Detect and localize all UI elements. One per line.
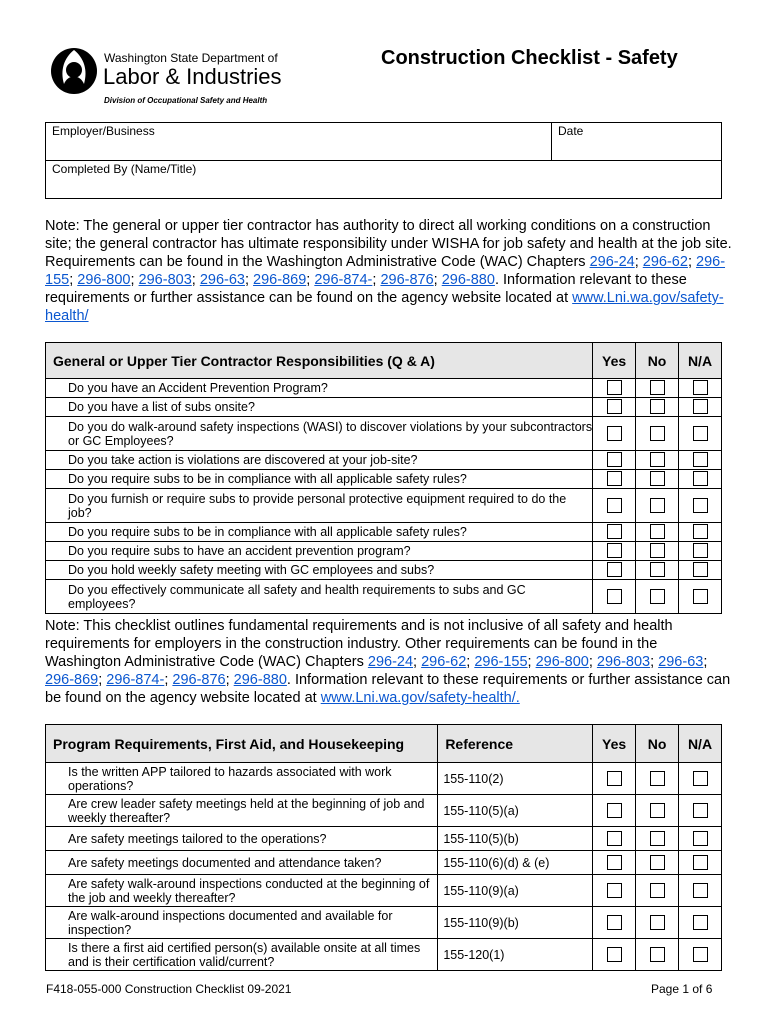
no-checkbox[interactable]: [650, 771, 665, 786]
yes-cell: [593, 795, 636, 827]
table-row: [46, 580, 722, 614]
yes-checkbox[interactable]: [607, 831, 622, 846]
no-checkbox[interactable]: [650, 426, 665, 441]
wac-chapter-link[interactable]: 296-803: [596, 654, 651, 670]
note-2-text: Note: This checklist outlines fundamental requirements and is not inclusive of all safety and health requirements for employers in the construction industry. Other requirements can be found in the Washington Administrative Code (WAC) Chapters: [45, 618, 673, 670]
wac-chapter-link[interactable]: 296-63: [658, 654, 704, 670]
na-column-header: N/A: [679, 725, 722, 763]
question-text: Are walk-around inspections documented and available for inspection?: [46, 907, 438, 939]
no-cell: [636, 827, 679, 851]
yes-column-header: Yes: [593, 343, 636, 379]
no-column-header: No: [636, 343, 679, 379]
question-text: Do you have an Accident Prevention Program?: [46, 379, 593, 398]
no-cell: [636, 470, 679, 489]
no-cell: [636, 489, 679, 523]
question-text: Is the written APP tailored to hazards associated with work operations?: [46, 763, 438, 795]
na-cell: [679, 379, 722, 398]
yes-checkbox[interactable]: [607, 771, 622, 786]
question-text: Do you require subs to have an accident prevention program?: [46, 542, 593, 561]
no-cell: [636, 379, 679, 398]
na-cell: [679, 795, 722, 827]
date-field[interactable]: [552, 123, 722, 161]
table-row: [46, 939, 722, 971]
na-cell: [679, 398, 722, 417]
employer-label: Employer/Business: [52, 124, 155, 138]
note-2-wac-links: 296-24; 296-62; 296-155; 296-800; 296-803; 296-63; 296-869; 296-874-; 296-876; 296-880: [45, 654, 708, 688]
wac-chapter-link[interactable]: 296-880: [441, 272, 495, 288]
table-row: [46, 398, 722, 417]
yes-checkbox[interactable]: [607, 471, 622, 486]
question-text: Are safety meetings tailored to the operations?: [46, 827, 438, 851]
wac-chapter-link[interactable]: 296-874-: [106, 672, 165, 688]
yes-cell: [593, 523, 636, 542]
completed-by-field[interactable]: [46, 161, 722, 199]
no-checkbox[interactable]: [650, 562, 665, 577]
na-checkbox[interactable]: [693, 399, 708, 414]
no-checkbox[interactable]: [650, 380, 665, 395]
note-1: [45, 217, 735, 325]
no-checkbox[interactable]: [650, 471, 665, 486]
yes-cell: [593, 470, 636, 489]
note-1-text: Note: The general or upper tier contractor has authority to direct all working conditions on a construction site; the general contractor has ultimate responsibility under WISHA for job safety and health at the job site. Requirements can be found in the Washington Administrative Code (WAC) Chapters: [45, 218, 732, 270]
yes-cell: [593, 542, 636, 561]
table-row: [46, 470, 722, 489]
na-checkbox[interactable]: [693, 803, 708, 818]
wac-chapter-link[interactable]: 296-869: [253, 272, 307, 288]
na-checkbox[interactable]: [693, 771, 708, 786]
wac-chapter-link[interactable]: 296-876: [380, 272, 434, 288]
no-checkbox[interactable]: [650, 589, 665, 604]
yes-cell: [593, 580, 636, 614]
table-row: [46, 542, 722, 561]
yes-checkbox[interactable]: [607, 452, 622, 467]
page-number: Page 1 of 6: [651, 982, 713, 996]
no-cell: [636, 875, 679, 907]
na-cell: [679, 875, 722, 907]
yes-checkbox[interactable]: [607, 915, 622, 930]
wac-chapter-link[interactable]: 296-155: [45, 254, 726, 288]
yes-checkbox[interactable]: [607, 426, 622, 441]
question-text: Are safety walk-around inspections conducted at the beginning of the job and weekly thereafter?: [46, 875, 438, 907]
yes-cell: [593, 417, 636, 451]
table-row: [46, 851, 722, 875]
question-text: Is there a first aid certified person(s) available onsite at all times and is their certification valid/current?: [46, 939, 438, 971]
document-title: Construction Checklist - Safety: [381, 47, 678, 69]
yes-checkbox[interactable]: [607, 883, 622, 898]
reference-text: 155-120(1): [438, 939, 593, 971]
table-1-header: General or Upper Tier Contractor Responsibilities (Q & A): [46, 343, 593, 379]
yes-cell: [593, 379, 636, 398]
wac-chapter-link[interactable]: 296-874-: [314, 272, 373, 288]
header-form: [45, 122, 722, 199]
logo-agency-name: Labor & Industries: [103, 64, 282, 89]
yes-checkbox[interactable]: [607, 947, 622, 962]
na-cell: [679, 907, 722, 939]
wac-chapter-link[interactable]: 296-24: [589, 254, 635, 270]
na-checkbox[interactable]: [693, 524, 708, 539]
wac-chapter-link[interactable]: 296-800: [77, 272, 131, 288]
table-row: [46, 451, 722, 470]
yes-cell: [593, 907, 636, 939]
yes-cell: [593, 561, 636, 580]
no-checkbox[interactable]: [650, 803, 665, 818]
no-checkbox[interactable]: [650, 947, 665, 962]
yes-cell: [593, 451, 636, 470]
wac-chapter-link[interactable]: 296-155: [474, 654, 528, 670]
question-text: Do you do walk-around safety inspections (WASI) to discover violations by your subcontractors or GC Employees?: [46, 417, 593, 451]
table-row: [46, 561, 722, 580]
question-text: Do you require subs to be in compliance with all applicable safety rules?: [46, 470, 593, 489]
na-cell: [679, 763, 722, 795]
na-checkbox[interactable]: [693, 380, 708, 395]
no-checkbox[interactable]: [650, 543, 665, 558]
note-2-text-cont: . Information relevant to these requirements or further assistance can be found on the agency website located at: [45, 672, 731, 706]
contractor-responsibilities-table: [45, 342, 722, 614]
na-checkbox[interactable]: [693, 562, 708, 577]
no-checkbox[interactable]: [650, 855, 665, 870]
yes-cell: [593, 875, 636, 907]
reference-text: 155-110(9)(b): [438, 907, 593, 939]
no-cell: [636, 417, 679, 451]
program-requirements-table: [45, 724, 722, 971]
note-1-wac-links: 296-24; 296-62; 296-155; 296-800; 296-803; 296-63; 296-869; 296-874-; 296-876; 296-880: [45, 254, 726, 288]
question-text: Do you have a list of subs onsite?: [46, 398, 593, 417]
na-cell: [679, 470, 722, 489]
no-cell: [636, 561, 679, 580]
wac-chapter-link[interactable]: 296-869: [45, 672, 99, 688]
na-cell: [679, 489, 722, 523]
question-text: Do you effectively communicate all safety and health requirements to subs and GC employees?: [46, 580, 593, 614]
na-checkbox[interactable]: [693, 915, 708, 930]
yes-cell: [593, 939, 636, 971]
na-checkbox[interactable]: [693, 452, 708, 467]
na-checkbox[interactable]: [693, 498, 708, 513]
no-cell: [636, 580, 679, 614]
table-2-header: Program Requirements, First Aid, and Housekeeping: [46, 725, 438, 763]
yes-checkbox[interactable]: [607, 855, 622, 870]
reference-text: 155-110(6)(d) & (e): [438, 851, 593, 875]
na-checkbox[interactable]: [693, 831, 708, 846]
question-text: Do you hold weekly safety meeting with GC employees and subs?: [46, 561, 593, 580]
table-row: [46, 489, 722, 523]
question-text: Do you take action is violations are discovered at your job-site?: [46, 451, 593, 470]
table-row: [46, 795, 722, 827]
no-cell: [636, 795, 679, 827]
yes-checkbox[interactable]: [607, 399, 622, 414]
no-cell: [636, 398, 679, 417]
table-row: [46, 379, 722, 398]
lni-logo: [50, 44, 282, 112]
wac-chapter-link[interactable]: 296-876: [172, 672, 226, 688]
wac-chapter-link[interactable]: 296-800: [535, 654, 589, 670]
reference-column-header: Reference: [438, 725, 593, 763]
yes-cell: [593, 763, 636, 795]
yes-checkbox[interactable]: [607, 589, 622, 604]
completed-by-label: Completed By (Name/Title): [52, 162, 197, 176]
no-cell: [636, 523, 679, 542]
table-row: [46, 763, 722, 795]
note-1-text-cont: . Information relevant to these requirements or further assistance can be found on the agency website located at: [45, 272, 687, 306]
no-checkbox[interactable]: [650, 915, 665, 930]
no-cell: [636, 763, 679, 795]
yes-checkbox[interactable]: [607, 803, 622, 818]
logo-division-line: Division of Occupational Safety and Health: [104, 96, 268, 105]
lni-logo-icon: [50, 44, 98, 96]
na-cell: [679, 580, 722, 614]
question-text: Do you furnish or require subs to provide personal protective equipment required to do the job?: [46, 489, 593, 523]
wac-chapter-link[interactable]: 296-803: [138, 272, 192, 288]
form-number: F418-055-000 Construction Checklist 09-2021: [46, 982, 292, 996]
na-checkbox[interactable]: [693, 855, 708, 870]
wac-chapter-link[interactable]: 296-62: [421, 654, 467, 670]
na-cell: [679, 451, 722, 470]
yes-checkbox[interactable]: [607, 524, 622, 539]
no-checkbox[interactable]: [650, 452, 665, 467]
na-checkbox[interactable]: [693, 589, 708, 604]
reference-text: 155-110(9)(a): [438, 875, 593, 907]
na-checkbox[interactable]: [693, 947, 708, 962]
na-cell: [679, 827, 722, 851]
yes-checkbox[interactable]: [607, 498, 622, 513]
no-cell: [636, 542, 679, 561]
question-text: Are crew leader safety meetings held at the beginning of job and weekly thereafter?: [46, 795, 438, 827]
na-cell: [679, 561, 722, 580]
no-column-header: No: [636, 725, 679, 763]
wac-chapter-link[interactable]: 296-62: [642, 254, 688, 270]
no-checkbox[interactable]: [650, 831, 665, 846]
na-checkbox[interactable]: [693, 543, 708, 558]
na-cell: [679, 939, 722, 971]
na-cell: [679, 851, 722, 875]
question-text: Do you require subs to be in compliance with all applicable safety rules?: [46, 523, 593, 542]
yes-checkbox[interactable]: [607, 543, 622, 558]
no-checkbox[interactable]: [650, 883, 665, 898]
yes-cell: [593, 827, 636, 851]
no-checkbox[interactable]: [650, 524, 665, 539]
no-checkbox[interactable]: [650, 399, 665, 414]
na-checkbox[interactable]: [693, 883, 708, 898]
wac-chapter-link[interactable]: 296-24: [367, 654, 414, 670]
table-row: [46, 875, 722, 907]
yes-cell: [593, 851, 636, 875]
na-cell: [679, 523, 722, 542]
table-row: [46, 827, 722, 851]
employer-field[interactable]: [46, 123, 552, 161]
no-cell: [636, 907, 679, 939]
na-checkbox[interactable]: [693, 426, 708, 441]
note-2: [45, 617, 735, 707]
wac-chapter-link[interactable]: 296-63: [199, 272, 245, 288]
no-cell: [636, 451, 679, 470]
yes-checkbox[interactable]: [607, 562, 622, 577]
yes-column-header: Yes: [593, 725, 636, 763]
question-text: Are safety meetings documented and attendance taken?: [46, 851, 438, 875]
na-cell: [679, 542, 722, 561]
reference-text: 155-110(2): [438, 763, 593, 795]
yes-checkbox[interactable]: [607, 380, 622, 395]
yes-cell: [593, 489, 636, 523]
table-row: [46, 417, 722, 451]
na-checkbox[interactable]: [693, 471, 708, 486]
date-label: Date: [558, 124, 584, 138]
note-1-agency-link[interactable]: www.Lni.wa.gov/safety-health/: [45, 290, 724, 324]
table-row: [46, 907, 722, 939]
table-row: [46, 523, 722, 542]
no-cell: [636, 939, 679, 971]
yes-cell: [593, 398, 636, 417]
no-checkbox[interactable]: [650, 498, 665, 513]
reference-text: 155-110(5)(a): [438, 795, 593, 827]
na-column-header: N/A: [679, 343, 722, 379]
no-cell: [636, 851, 679, 875]
logo-department-line: Washington State Department of: [104, 51, 278, 65]
reference-text: 155-110(5)(b): [438, 827, 593, 851]
note-2-agency-link[interactable]: www.Lni.wa.gov/safety-health/.: [320, 690, 520, 706]
na-cell: [679, 417, 722, 451]
wac-chapter-link[interactable]: 296-880: [233, 672, 287, 688]
